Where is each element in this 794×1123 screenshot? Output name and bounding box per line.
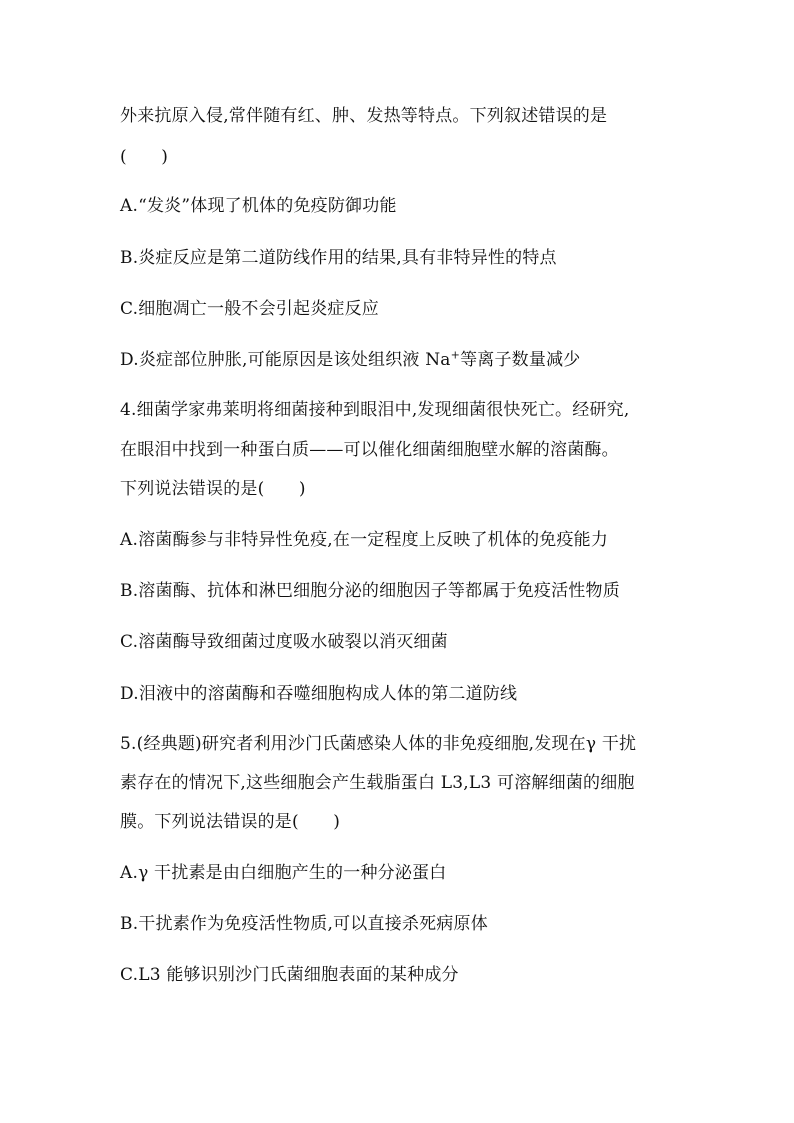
q5-stem-line-3: 膜。下列说法错误的是( ) bbox=[120, 812, 341, 832]
q5-stem-line-2: 素存在的情况下,这些细胞会产生载脂蛋白 L3,L3 可溶解细菌的细胞 bbox=[120, 773, 635, 793]
q5-option-a: A.γ 干扰素是由白细胞产生的一种分泌蛋白 bbox=[120, 863, 447, 883]
q3-option-d bbox=[120, 349, 580, 371]
q3-option-b: B.炎症反应是第二道防线作用的结果,具有非特异性的特点 bbox=[120, 248, 557, 268]
q3-answer-bracket: ( ) bbox=[120, 147, 169, 167]
q4-option-a: A.溶菌酶参与非特异性免疫,在一定程度上反映了机体的免疫能力 bbox=[120, 530, 609, 550]
q4-stem-line-2: 在眼泪中找到一种蛋白质——可以催化细菌细胞壁水解的溶菌酶。 bbox=[120, 440, 619, 460]
q4-option-b: B.溶菌酶、抗体和淋巴细胞分泌的细胞因子等都属于免疫活性物质 bbox=[120, 581, 620, 601]
q5-option-b: B.干扰素作为免疫活性物质,可以直接杀死病原体 bbox=[120, 914, 488, 934]
q3-option-c: C.细胞凋亡一般不会引起炎症反应 bbox=[120, 299, 380, 319]
q3-option-d-suffix: 等离子数量减少 bbox=[460, 350, 581, 370]
q4-option-d: D.泪液中的溶菌酶和吞噬细胞构成人体的第二道防线 bbox=[120, 684, 518, 704]
q4-stem-line-3: 下列说法错误的是( ) bbox=[120, 479, 306, 499]
q3-option-d-prefix: D.炎症部位肿胀,可能原因是该处组织液 Na bbox=[120, 350, 451, 370]
q3-stem-line-1: 外来抗原入侵,常伴随有红、肿、发热等特点。下列叙述错误的是 bbox=[120, 106, 608, 126]
q3-option-d-superscript: + bbox=[450, 348, 461, 362]
q5-stem-line-1: 5.(经典题)研究者利用沙门氏菌感染人体的非免疫细胞,发现在γ 干扰 bbox=[120, 734, 637, 754]
q4-option-c: C.溶菌酶导致细菌过度吸水破裂以消灭细菌 bbox=[120, 632, 448, 652]
q3-option-a: A.“发炎”体现了机体的免疫防御功能 bbox=[120, 196, 397, 216]
q5-option-c: C.L3 能够识别沙门氏菌细胞表面的某种成分 bbox=[120, 965, 459, 985]
q4-stem-line-1: 4.细菌学家弗莱明将细菌接种到眼泪中,发现细菌很快死亡。经研究, bbox=[120, 400, 630, 420]
